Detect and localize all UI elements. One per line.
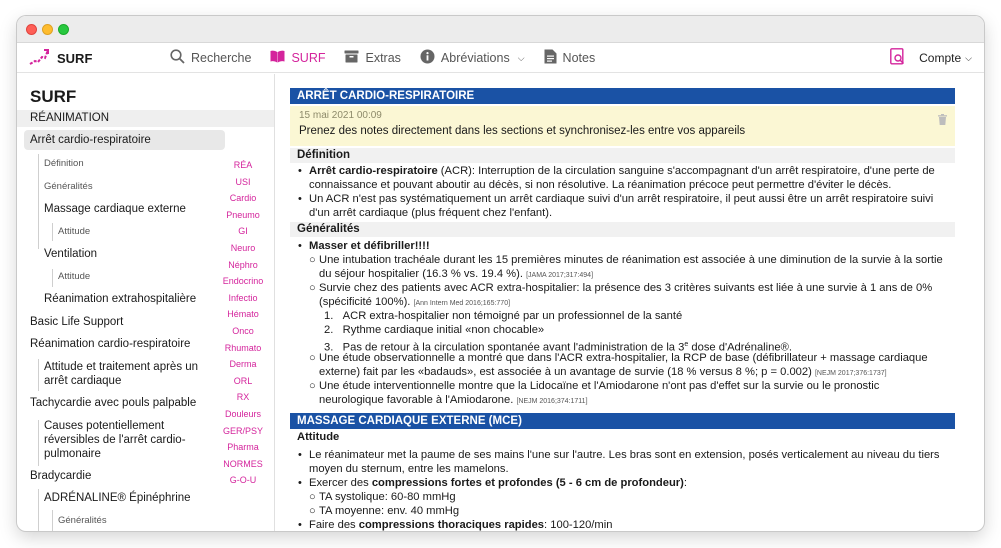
tag-derma[interactable]: Derma: [229, 359, 257, 370]
attitude-item: [309, 477, 959, 491]
sidebar-item-causes-line3[interactable]: pulmonaire: [44, 448, 101, 460]
brand-label: SURF: [57, 51, 93, 66]
text: Un ACR n'est pas systématiquement un arrêt cardiaque suivi d'un arrêt respiratoire, il peut aussi être un arrêt respiratoire suivi: [309, 193, 934, 205]
text: neurologique favorable à l'Amiodarone.: [319, 393, 514, 406]
tag-hemato[interactable]: Hémato: [227, 309, 259, 320]
tag-orl[interactable]: ORL: [233, 375, 253, 386]
text: connaissance et pouvant aboutir au décès, si non résolutive. La réanimation précoce peut permettre d'éviter le décès.: [309, 178, 892, 191]
text: du séjour hospitalier (16.3 % vs. 19.4 %).: [319, 267, 523, 280]
zoom-window-button[interactable]: [58, 24, 69, 35]
sidebar-item-attitude-traitement-line1[interactable]: Attitude et traitement après un: [44, 361, 199, 373]
reference: [JAMA 2017;317:494]: [526, 271, 594, 279]
sidebar-item-causes-line1[interactable]: Causes potentiellement: [44, 420, 165, 432]
nav-label: Recherche: [191, 51, 252, 65]
sidebar-item-bradycardie[interactable]: Bradycardie: [30, 470, 92, 482]
evidence-item: [319, 282, 959, 310]
nav-notes[interactable]: [544, 49, 596, 67]
attitude-item: [309, 449, 959, 476]
sidebar-item-adrenaline[interactable]: ADRÉNALINE® Épinéphrine: [44, 492, 191, 504]
subsection-header: Définition: [290, 148, 955, 163]
subsection-header: Généralités: [290, 222, 955, 237]
definition-paragraph: [309, 193, 959, 220]
account-menu[interactable]: [919, 51, 972, 65]
attitude-item: [309, 519, 959, 531]
nav-extras[interactable]: [344, 50, 400, 66]
bullet-icon: •: [298, 477, 302, 489]
numbered-item: 2. Rythme cardiaque initial «non chocable»: [324, 324, 545, 336]
text: Survie chez des patients avec ACR extra-hospitalier: la présence des 3 critères suivants est liée à une survie à 1 ans de 0%: [319, 282, 933, 294]
evidence-item: [319, 352, 959, 380]
book-icon: [270, 50, 285, 66]
tag-normes[interactable]: NORMES: [223, 458, 263, 469]
text: Faire des: [309, 519, 359, 531]
nav-abreviations[interactable]: [420, 49, 525, 67]
subsection-header: Attitude: [297, 431, 340, 443]
reference: [NEJM 2016;374:1711]: [516, 397, 588, 405]
title-bar: [17, 16, 984, 43]
key-point: Masser et défibriller!!!!: [309, 240, 430, 252]
section-header: ARRÊT CARDIO-RESPIRATOIRE: [290, 88, 955, 104]
nav-label: SURF: [291, 51, 326, 65]
sidebar-item-generalites[interactable]: Généralités: [44, 181, 93, 192]
extras-icon: [344, 50, 359, 66]
text: Une étude observationnelle a montré que dans l'ACR extra-hospitalier, la RCP de base (défibrillateur + massage cardiaque: [319, 352, 928, 364]
nav-label: Extras: [365, 51, 401, 65]
text: dose d'Adrénaline®.: [688, 341, 792, 354]
tag-infectio[interactable]: Infectio: [228, 292, 258, 303]
tag-gi[interactable]: GI: [238, 226, 248, 237]
tag-cardio[interactable]: Cardio: [229, 193, 257, 204]
sidebar: [17, 74, 275, 531]
bullet-icon: •: [298, 165, 302, 177]
minimize-window-button[interactable]: [42, 24, 53, 35]
tag-endocrino[interactable]: Endocrino: [222, 276, 264, 287]
toolbar: [17, 43, 984, 73]
sidebar-item-definition[interactable]: Définition: [44, 158, 84, 169]
sidebar-item-reanimation-cardio-respiratoire[interactable]: Réanimation cardio-respiratoire: [30, 338, 191, 350]
evidence-item: [319, 380, 959, 408]
text: Une intubation trachéale durant les 15 premières minutes de réanimation est associée à une diminution de la survie à la sortie: [319, 254, 943, 266]
sidebar-item-reanimation-extrahospitaliere[interactable]: Réanimation extrahospitalière: [44, 293, 197, 305]
sidebar-item-ventilation[interactable]: Ventilation: [44, 248, 98, 260]
definition-term: Arrêt cardio-respiratoire: [309, 165, 438, 177]
close-window-button[interactable]: [26, 24, 37, 35]
tag-usi[interactable]: USI: [235, 176, 251, 187]
nav-surf[interactable]: [270, 50, 325, 66]
circle-bullet-icon: ○: [309, 282, 316, 294]
content-pane: [276, 74, 984, 531]
numbered-item: 3. Pas de retour à la circulation spontanée avant l'administration de la 3e dose d'Adrénaline®.: [324, 341, 792, 354]
surf-logo-icon: [29, 48, 49, 69]
tag-pharma[interactable]: Pharma: [227, 442, 259, 453]
tag-rx[interactable]: RX: [236, 392, 250, 403]
text: (ACR): Interruption de la circulation sanguine s'accompagnant d'un arrêt respiratoire, d'une perte de: [437, 165, 935, 177]
numbered-item: 1. ACR extra-hospitalier non témoigné par un professionnel de la santé: [324, 310, 683, 322]
circle-bullet-icon: ○: [309, 254, 316, 266]
tag-pneumo[interactable]: Pneumo: [226, 209, 260, 220]
sidebar-item-generalites[interactable]: Généralités: [58, 515, 107, 526]
bullet-icon: •: [298, 240, 302, 252]
tag-ger-psy[interactable]: GER/PSY: [222, 425, 263, 436]
text: Exercer des: [309, 477, 372, 489]
circle-bullet-icon: ○: [309, 380, 316, 392]
tag-g-o-u[interactable]: G-O-U: [229, 475, 257, 486]
trash-icon[interactable]: [938, 112, 947, 130]
text: Pas de retour à la circulation spontanée avant l'administration de la 3: [342, 341, 685, 354]
text: Une étude interventionnelle montre que la Lidocaïne et l'Amiodarone n'ont pas d'effet sur la survie ou le pronostic: [319, 380, 880, 392]
bullet-icon: •: [298, 519, 302, 531]
right-tools: [890, 43, 972, 73]
nav-label: Abréviations: [440, 51, 510, 65]
evidence-item: [319, 254, 959, 282]
tag-neuro[interactable]: Neuro: [230, 242, 256, 253]
circle-bullet-icon: ○: [309, 352, 316, 364]
text: Le réanimateur met la paume de ses mains l'une sur l'autre. Les bras sont en extension, posés verticalement au niveau du tiers: [309, 449, 940, 461]
text: externe) fait par les «badauds», est associée à un avantage de survie (18 % versus 8 %; p = 0.002): [319, 365, 812, 378]
emphasis: compressions fortes et profondes (5 - 6 cm de profondeur): [371, 477, 684, 489]
specialty-tags: [221, 157, 265, 489]
text: d'un arrêt cardiaque (plus fréquent chez l'enfant).: [309, 206, 553, 219]
tag-rhumato[interactable]: Rhumato: [224, 342, 262, 353]
nav-label: Notes: [562, 51, 596, 65]
main-body: [17, 74, 984, 531]
nav-recherche[interactable]: [170, 49, 251, 67]
chevron-down-icon: ⌵: [965, 52, 972, 63]
text: ACR extra-hospitalier non témoigné par un professionnel de la santé: [342, 310, 683, 322]
brand[interactable]: [29, 48, 92, 69]
note-card[interactable]: [290, 106, 955, 146]
main-nav: [170, 43, 614, 73]
emphasis: compressions thoraciques rapides: [358, 519, 545, 531]
chevron-down-icon: ⌵: [517, 52, 525, 63]
tag-nephro[interactable]: Néphro: [228, 259, 258, 270]
sidebar-item-attitude[interactable]: Attitude: [58, 226, 91, 237]
tag-rea[interactable]: RÉA: [233, 160, 253, 170]
superscript: e: [684, 341, 689, 348]
sidebar-title: SURF: [30, 87, 77, 106]
text: :: [683, 477, 687, 489]
reference: [NEJM 2017;376:1737]: [814, 369, 887, 377]
circle-bullet-icon: ○: [309, 505, 316, 517]
search-document-icon[interactable]: [890, 48, 905, 68]
info-icon: [420, 49, 435, 67]
definition-paragraph: [309, 165, 959, 192]
note-date: 15 mai 2021 00:09: [299, 110, 382, 121]
sidebar-item-attitude-traitement-line2[interactable]: arrêt cardiaque: [44, 375, 122, 387]
sidebar-item-causes-line2[interactable]: réversibles de l'arrêt cardio-: [44, 434, 186, 446]
account-label: Compte: [919, 51, 962, 65]
sidebar-item-tachycardie[interactable]: Tachycardie avec pouls palpable: [30, 397, 197, 409]
sidebar-item-massage-cardiaque-externe[interactable]: Massage cardiaque externe: [44, 203, 186, 215]
sidebar-item-arret-cardio-respiratoire[interactable]: Arrêt cardio-respiratoire: [24, 130, 225, 150]
notes-icon: [544, 49, 557, 67]
section-header: MASSAGE CARDIAQUE EXTERNE (MCE): [290, 413, 955, 429]
note-text: Prenez des notes directement dans les sections et synchronisez-les entre vos appareils: [299, 125, 746, 137]
app-window: [17, 16, 984, 531]
text: moyen du sternum, entre les mamelons.: [309, 462, 509, 475]
bullet-icon: •: [298, 193, 302, 205]
sidebar-item-attitude[interactable]: Attitude: [58, 271, 91, 282]
text: : 100-120/min: [544, 519, 613, 531]
attitude-subitem: TA systolique: 60-80 mmHg: [319, 491, 456, 503]
sidebar-item-basic-life-support[interactable]: Basic Life Support: [30, 316, 124, 328]
circle-bullet-icon: ○: [309, 491, 316, 503]
search-icon: [170, 49, 185, 67]
tag-douleurs[interactable]: Douleurs: [224, 408, 262, 419]
reference: [Ann Intern Med 2016;165:770]: [413, 299, 511, 307]
sidebar-section-header[interactable]: RÉANIMATION: [17, 110, 275, 127]
text: (spécificité 100%).: [319, 295, 411, 308]
bullet-icon: •: [298, 449, 302, 461]
attitude-subitem: TA moyenne: env. 40 mmHg: [319, 505, 460, 517]
tag-onco[interactable]: Onco: [232, 325, 254, 336]
text: Rythme cardiaque initial «non chocable»: [342, 324, 545, 336]
